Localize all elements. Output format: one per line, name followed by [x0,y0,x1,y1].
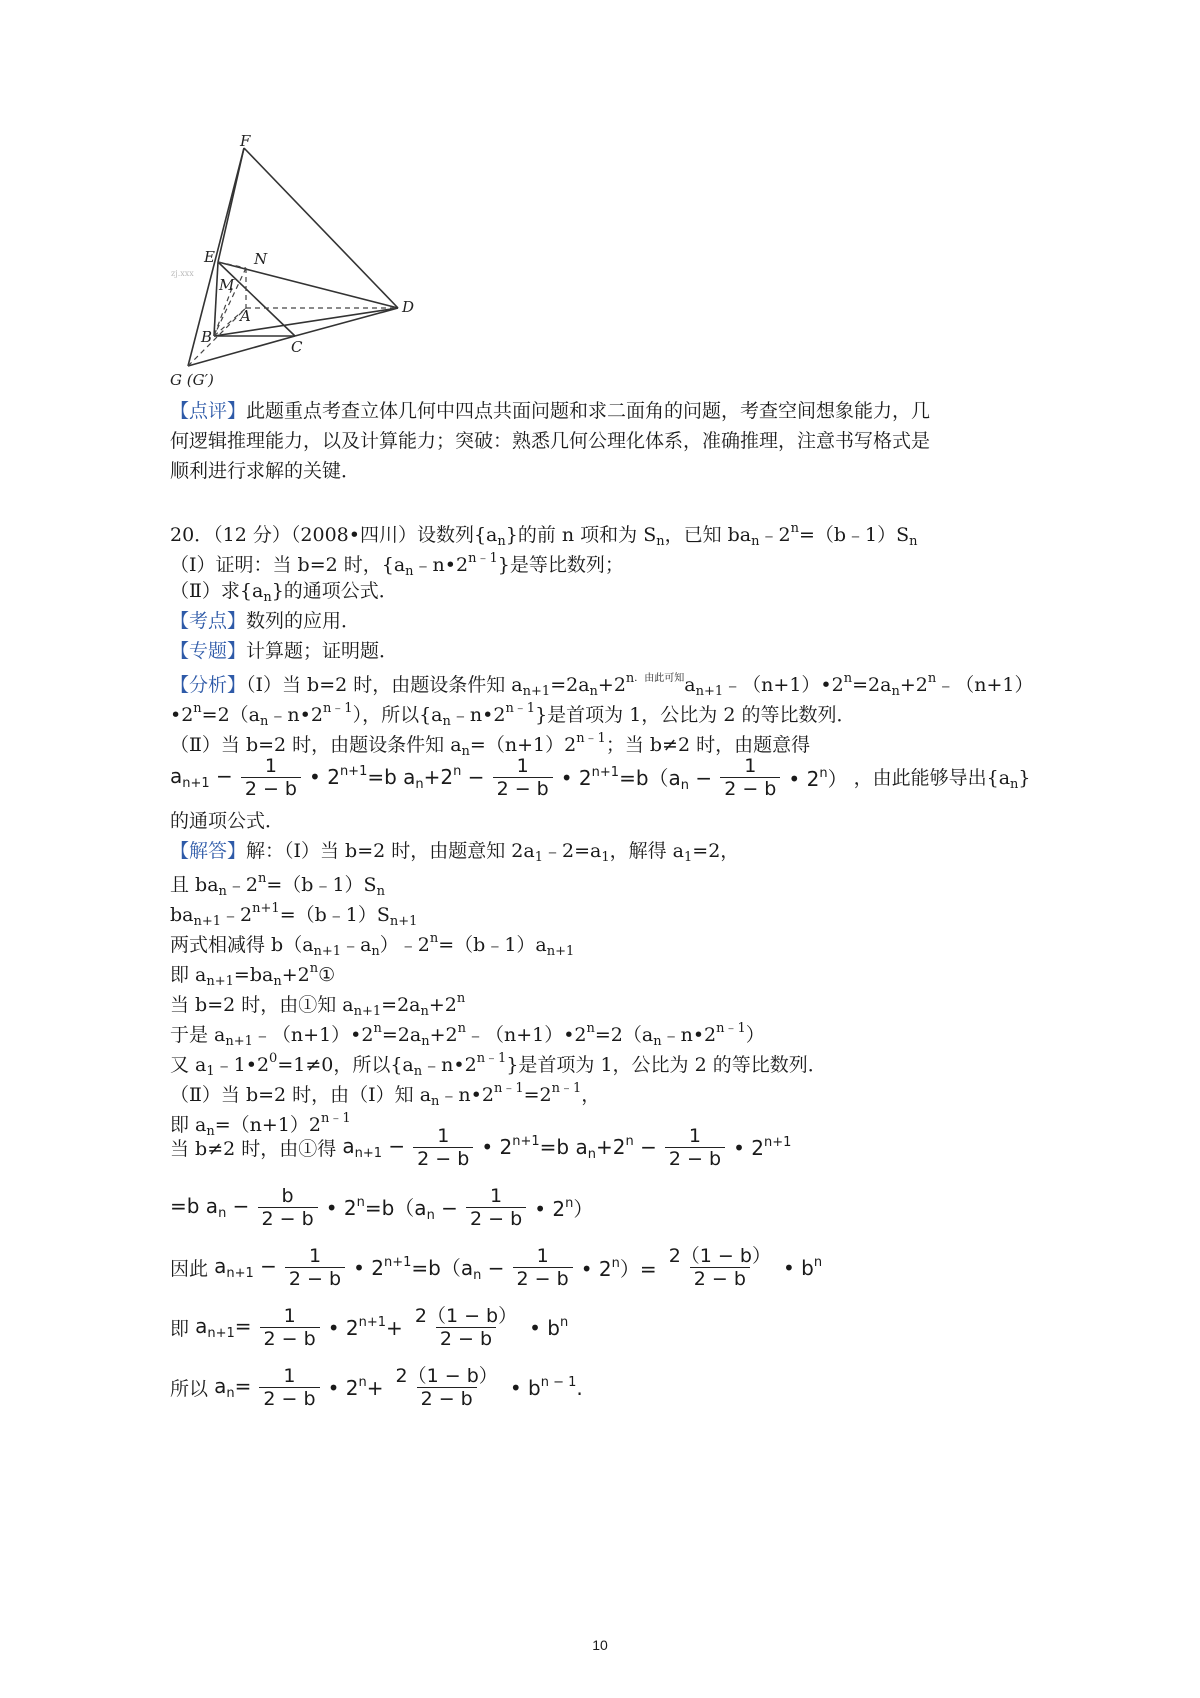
jieda-line-6 [170,992,465,1018]
t: 2（1 − b） [668,1245,771,1267]
jieda-line-8 [170,1052,827,1078]
t: 2（1 − b） [395,1365,498,1387]
t: n﹣1 [716,1021,746,1036]
t: +2 [429,1024,458,1046]
t: 1 [283,1365,296,1387]
t: 1 [536,1245,549,1267]
t: n [218,884,227,899]
t: n [442,714,451,729]
fraction [466,1185,526,1230]
t: 2 − b [258,1207,318,1230]
t: 2 − b [285,1267,345,1290]
t: =b $a_n$ − [170,1194,250,1221]
t: ），所以{a [352,704,443,726]
t: n﹣1 [493,1081,524,1096]
label-N: N [254,250,268,268]
fraction [493,755,553,800]
t: 1 [283,1305,296,1327]
t: 因此 [170,1258,209,1280]
t: • $2^n+$ [327,1375,384,1400]
t: +2 [428,994,457,1016]
t: n [751,534,760,549]
t: n [586,1021,595,1036]
t: 1 [516,755,529,777]
t: 2 − b [493,777,553,800]
t: n [371,944,380,959]
t: n [461,744,470,759]
t: ﹣2 [759,524,791,546]
problem-part-2 [170,582,398,604]
jieda-formula-2 [170,1185,593,1245]
t: ，解得 a [609,840,685,862]
t: 当 b=2 时，由①知 a [170,994,354,1016]
t: ﹣n•2 [439,1084,494,1106]
t: n [263,590,272,605]
t: 2 − b [720,777,780,800]
t: $a_{n+1}$ − [170,764,233,791]
fraction [665,1125,725,1170]
t: n [429,931,439,946]
t: • $b^n$ [783,1255,823,1280]
t: 所以 [170,1378,209,1400]
t: 1 [534,850,544,865]
jieda-line-9 [170,1082,600,1108]
t: • $2^n=b(a_n$ − [325,1195,458,1223]
t: n [1010,777,1019,792]
t: ﹣a [341,934,372,956]
t: ﹣（n+1）•2 [723,674,844,696]
t: 且 ba [170,874,219,896]
t: $a_n=$ [214,1374,252,1401]
t: • $2^{n+1}=b(a_n$ − [353,1255,505,1283]
t: • 2$^n$） [534,1196,594,1221]
t: n [497,534,506,549]
t: ，已知 ba [664,524,752,546]
t: 于是 a [170,1024,226,1046]
fraction [720,755,780,800]
t: } [1018,767,1031,789]
t: n [653,1034,662,1049]
t: n [790,521,799,536]
t: • $2^{n+1}$ [733,1135,792,1160]
t: （Ⅱ）当 b=2 时，由题设条件知 a [170,734,462,756]
t: n [309,961,319,976]
jieda-line-2 [170,872,385,898]
label-C: C [291,338,303,356]
geometry-figure [170,132,450,425]
t: n [656,534,665,549]
fenxi-line-2 [170,702,855,728]
kaodian-text: 数列的应用． [246,610,361,632]
jieda-line-1 [170,842,739,864]
t: n﹣1 [321,1111,351,1126]
t: • $2^{n+1}+$ [327,1315,403,1340]
t: n [843,671,853,686]
t: n [273,974,282,989]
label-A: A [240,307,251,325]
t: 2 − b [665,1147,725,1170]
jieda-line-4 [170,932,574,958]
t: }是首项为 1，公比为 2 的等比数列． [506,1054,827,1076]
t: • $b^n$ [529,1315,569,1340]
fraction [413,1125,473,1170]
t: n﹣1 [576,731,606,746]
fraction [392,1365,502,1410]
t: 2 − b [260,1327,320,1350]
t: n+1 [389,914,418,929]
t: • $2^{n+1}=b$ $a_n+2^n$ − [309,763,485,792]
t: n [927,671,937,686]
t: 1 [264,755,277,777]
t: n [457,1021,466,1036]
t: =2， [692,840,740,862]
t: ；当 b≠2 时，由题意得 [605,734,811,756]
fraction [285,1245,345,1290]
t: $a_{n+1}$ − [342,1134,406,1161]
fraction [241,755,301,800]
t: =ba [233,964,274,986]
jieda-line-5 [170,962,335,988]
t: n [373,1021,382,1036]
t: n [413,1064,423,1079]
jieda-tag: 【解答】 [170,840,247,862]
zhuanti-line [170,642,398,661]
t: =2a [550,674,590,696]
t: a [684,674,696,696]
t: ﹣（n+1）•2 [465,1024,587,1046]
t: n+1 [252,901,280,916]
t: ，由此能够导出{a [853,767,1011,789]
t: n+1 [546,944,575,959]
jieda-formula-3 [170,1245,822,1305]
review-line-1 [170,402,930,421]
t: n [421,1034,430,1049]
label-D: D [402,298,415,316]
t: • $2^{n+1}=b(a_n$ − [560,765,713,793]
t: 0 [269,1051,278,1066]
t: n﹣1 [551,1081,582,1096]
t: 1 [308,1245,322,1267]
fraction [259,1365,319,1410]
t: +2 [899,674,928,696]
t: （Ⅰ）当 b=2 时，由题设条件知 a [246,674,523,696]
t: b [281,1185,294,1207]
page-number: 10 [592,1637,608,1653]
t: 2 − b [241,777,301,800]
t: =1≠0，所以{a [277,1054,414,1076]
t: ﹣2 [221,904,253,926]
t: 1 [490,1185,503,1207]
t: 又 a [170,1054,207,1076]
t: ﹣n•2 [450,704,506,726]
fenxi-line-1 [170,672,1033,698]
t: =2a [381,1024,422,1046]
t: 20．（12 分）（2008•四川）设数列{a [170,524,498,546]
t: n [258,871,267,886]
t: n [405,564,414,579]
t: n [260,714,269,729]
t: n [206,1124,215,1139]
t: ） [745,1024,765,1046]
t: ．由此可知 [634,673,685,684]
t: n﹣1 [476,1051,507,1066]
jieda-formula-4 [170,1305,568,1365]
t: 2 − b [436,1327,496,1350]
t: ① [318,964,336,986]
fraction [665,1245,775,1290]
watermark: zj.xxx [171,269,194,278]
kaodian-line [170,612,360,631]
t: $a_{n+1}$ − [214,1254,277,1281]
fraction [513,1245,573,1290]
t: $a_{n+1}=$ [195,1314,252,1341]
t: n [891,684,900,699]
t: • $2^{n+1}=b$ $a_n+2^n$ − [481,1133,657,1162]
t: 1 [601,850,610,865]
t: n [456,991,466,1006]
t: ﹣n•2 [661,1024,717,1046]
t: n﹣1 [468,551,498,566]
review-tag: 【点评】 [170,400,247,422]
label-E: E [204,248,215,266]
t: • 2$^n$） [788,766,848,791]
t: ﹣2 [226,874,258,896]
review-line-2: 何逻辑推理能力，以及计算能力；突破：熟悉几何公理化体系，准确推理，注意书写格式是 [170,430,931,452]
t: n [376,884,385,899]
t: n [193,701,202,716]
t: =2a [381,994,421,1016]
t: }是首项为 1，公比为 2 的等比数列． [535,704,856,726]
label-G: G (G′) [170,371,214,389]
t: n+1 [695,684,724,699]
fraction [411,1305,521,1350]
t: （Ⅰ）证明：当 b=2 时，{a [170,554,406,576]
fraction [260,1305,320,1350]
fenxi-line-5: 的通项公式． [170,810,285,832]
t: ﹣1•2 [214,1054,270,1076]
t: n﹣1 [505,701,536,716]
t: ﹣2=a [543,840,602,862]
t: 2 − b [466,1207,526,1230]
t: ﹣n•2 [413,554,469,576]
t: +2 [281,964,310,986]
t: 即 [170,1318,190,1340]
t: •2 [170,704,194,726]
t: ﹣（n+1）•2 [252,1024,374,1046]
jieda-line-7 [170,1022,765,1048]
t: • $2^n)=$ [580,1256,657,1281]
t: }的通项公式． [271,580,398,602]
t: 1 [684,850,693,865]
t: 2 − b [690,1267,750,1290]
t: ）﹣2 [379,934,430,956]
t: =（n+1）2 [214,1114,322,1136]
t: 2 − b [417,1387,477,1410]
t: =（b﹣1）S [279,904,390,926]
t: 即 a [170,1114,207,1136]
t: n [589,684,598,699]
t: =2（a [594,1024,654,1046]
t: 即 a [170,964,207,986]
t: 1 [437,1125,450,1147]
t [854,763,1031,792]
t: （Ⅱ）求{a [170,580,264,602]
edge-FD [244,148,398,308]
fenxi-tag: 【分析】 [170,674,247,696]
problem-head [170,522,918,548]
t: n+1 [193,914,222,929]
zhuanti-tag: 【专题】 [170,640,247,662]
jieda-formula-1 [170,1125,791,1185]
fenxi-formula [170,755,1031,815]
t: }是等比数列； [497,554,624,576]
label-M: M [219,276,235,294]
t: =（b﹣1）S [798,524,910,546]
t: 2（1 − b） [414,1305,518,1327]
t: n+1 [225,1034,253,1049]
t: 2 − b [259,1387,319,1410]
t: =2（a [201,704,261,726]
t: =（n+1）2 [469,734,577,756]
edge-EB [214,262,218,336]
t: =（b﹣1）S [266,874,377,896]
kaodian-tag: 【考点】 [170,610,247,632]
t: n [420,1004,429,1019]
t: ﹣n•2 [268,704,323,726]
t: 1 [688,1125,702,1147]
t: 1 [744,755,757,777]
jieda-line-3 [170,902,417,928]
t: n [431,1094,440,1109]
t: 当 b≠2 时，由①得 [170,1138,337,1160]
t: n+1 [313,944,342,959]
label-F: F [240,132,251,150]
t: n+1 [206,974,234,989]
t: n [909,534,918,549]
problem-part-1 [170,552,624,578]
t: n+1 [522,684,551,699]
t: }的前 n 项和为 S [505,524,657,546]
t: n [625,671,635,686]
t: =2a [852,674,892,696]
t: ba [170,904,194,926]
review-line-3: 顺利进行求解的关键． [170,460,361,482]
review-text-1: 此题重点考查立体几何中四点共面问题和求二面角的问题，考查空间想象能力，几 [246,400,931,422]
t: 解：（Ⅰ）当 b=2 时，由题意知 2a [246,840,535,862]
t: 两式相减得 b（a [170,934,314,956]
t: 1 [206,1064,215,1079]
label-B: B [201,328,213,346]
t: =2 [523,1084,552,1106]
t: +2 [597,674,626,696]
t: n﹣1 [322,701,353,716]
t: ， [581,1084,601,1106]
t: =（b﹣1）a [438,934,547,956]
fraction [258,1185,318,1230]
pyramid-diagram [170,132,450,425]
t: （Ⅱ）当 b=2 时，由（Ⅰ）知 a [170,1084,432,1106]
t: n+1 [353,1004,382,1019]
t: ﹣（n+1） [936,674,1034,696]
t: • $b^{n - 1}$. [509,1375,583,1400]
t: 2 − b [513,1267,573,1290]
t: ﹣n•2 [422,1054,477,1076]
t: 2 − b [413,1147,473,1170]
zhuanti-text: 计算题；证明题． [246,640,399,662]
jieda-formula-5 [170,1365,583,1425]
